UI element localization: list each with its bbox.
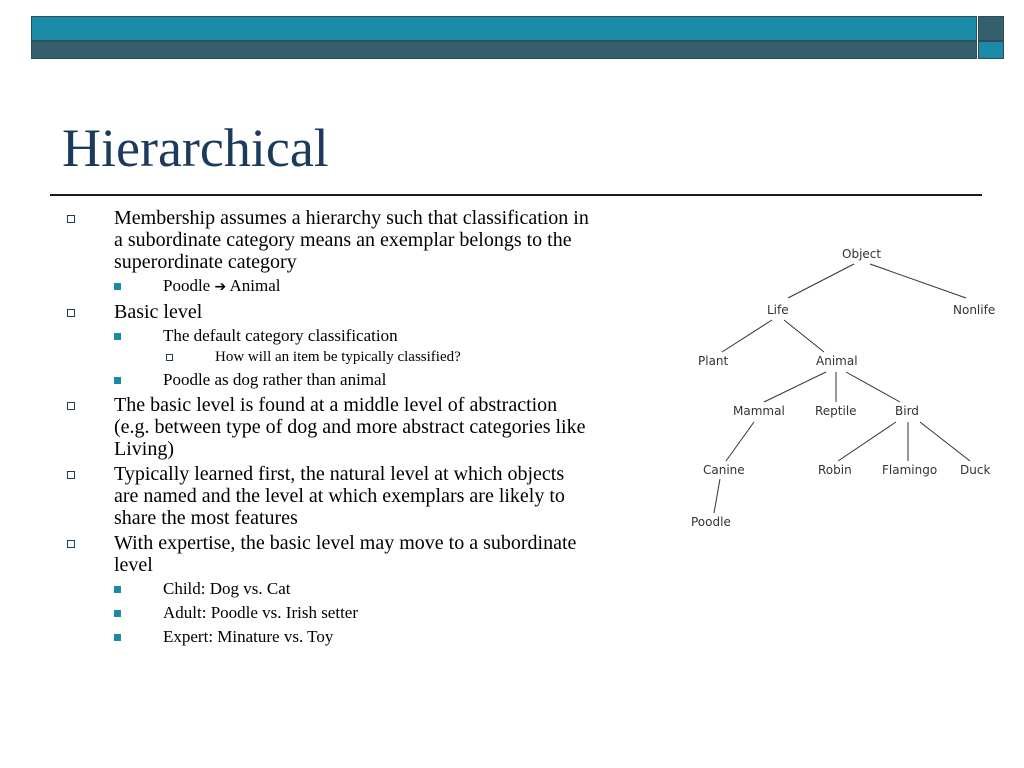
node-flamingo: Flamingo <box>882 463 938 477</box>
node-robin: Robin <box>818 463 852 477</box>
hollow-square-bullet-icon <box>166 354 173 361</box>
header-bar-bottom <box>31 41 977 59</box>
node-animal: Animal <box>816 354 858 368</box>
sub-bullet-item <box>111 325 592 367</box>
sub-bullet-text: Expert: Minature vs. Toy <box>163 627 334 646</box>
right-arrow-icon: ➔ <box>214 279 227 295</box>
filled-square-bullet-icon <box>114 283 121 290</box>
node-plant: Plant <box>698 354 729 368</box>
edge-life-plant <box>722 320 772 352</box>
filled-square-bullet-icon <box>114 586 121 593</box>
bullet-text: Typically learned first, the natural level at which objects are named and the level at which exemplars are likely to share the most features <box>114 463 565 529</box>
hollow-square-bullet-icon <box>67 402 75 410</box>
edge-canine-poodle <box>714 479 720 513</box>
sub-bullet-text: Adult: Poodle vs. Irish setter <box>163 603 359 622</box>
filled-square-bullet-icon <box>114 610 121 617</box>
bullet-item <box>62 207 592 298</box>
sub-bullet-text: Poodle as dog rather than animal <box>163 370 387 389</box>
sub-bullet-list <box>111 275 592 298</box>
title-divider <box>50 194 982 196</box>
edge-object-nonlife <box>870 264 966 298</box>
header-box-top <box>978 16 1004 41</box>
edge-bird-duck <box>920 422 970 461</box>
sub-bullet-list <box>111 325 592 391</box>
hierarchy-tree-diagram <box>684 236 1004 536</box>
sub-bullet-item <box>111 602 592 624</box>
sub-bullet-item <box>111 626 592 648</box>
edge-bird-robin <box>838 422 896 461</box>
node-poodle: Poodle <box>691 515 731 529</box>
node-object: Object <box>842 247 882 261</box>
sub-sub-bullet-text: How will an item be typically classified? <box>215 349 461 365</box>
filled-square-bullet-icon <box>114 333 121 340</box>
hollow-square-bullet-icon <box>67 540 75 548</box>
edge-mammal-canine <box>726 422 754 461</box>
hollow-square-bullet-icon <box>67 471 75 479</box>
node-nonlife: Nonlife <box>953 303 996 317</box>
node-canine: Canine <box>703 463 745 477</box>
slide-title: Hierarchical <box>62 118 329 178</box>
node-reptile: Reptile <box>815 404 857 418</box>
node-life: Life <box>767 303 789 317</box>
edge-life-animal <box>784 320 824 352</box>
bullet-item <box>62 394 592 460</box>
sub-bullet-text-left: Poodle <box>163 276 211 295</box>
sub-bullet-list <box>111 578 592 648</box>
bullet-item <box>62 463 592 529</box>
bullet-text: With expertise, the basic level may move to a subordinate level <box>114 532 577 576</box>
header-bar-top <box>31 16 977 41</box>
edge-animal-bird <box>846 372 900 402</box>
sub-bullet-text: Child: Dog vs. Cat <box>163 579 291 598</box>
bullet-text: Membership assumes a hierarchy such that classification in a subordinate category means an exemplar belongs to the superordinate category <box>114 207 589 273</box>
sub-sub-bullet-list <box>163 347 592 367</box>
bullet-list <box>62 207 592 651</box>
node-duck: Duck <box>960 463 991 477</box>
sub-bullet-item <box>111 275 592 298</box>
filled-square-bullet-icon <box>114 377 121 384</box>
header-box-bottom <box>978 41 1004 59</box>
sub-bullet-item <box>111 578 592 600</box>
sub-sub-bullet-item <box>163 347 592 367</box>
sub-bullet-text-right: Animal <box>229 276 281 295</box>
sub-bullet-text: The default category classification <box>163 326 398 345</box>
bullet-item <box>62 301 592 391</box>
hollow-square-bullet-icon <box>67 309 75 317</box>
hollow-square-bullet-icon <box>67 215 75 223</box>
edge-animal-mammal <box>764 372 826 402</box>
bullet-item <box>62 532 592 648</box>
node-bird: Bird <box>895 404 919 418</box>
edge-object-life <box>788 264 854 298</box>
sub-bullet-item <box>111 369 592 391</box>
filled-square-bullet-icon <box>114 634 121 641</box>
node-mammal: Mammal <box>733 404 785 418</box>
bullet-text: Basic level <box>114 301 203 323</box>
bullet-text: The basic level is found at a middle level of abstraction (e.g. between type of dog and more abstract categories like Living) <box>114 394 586 460</box>
